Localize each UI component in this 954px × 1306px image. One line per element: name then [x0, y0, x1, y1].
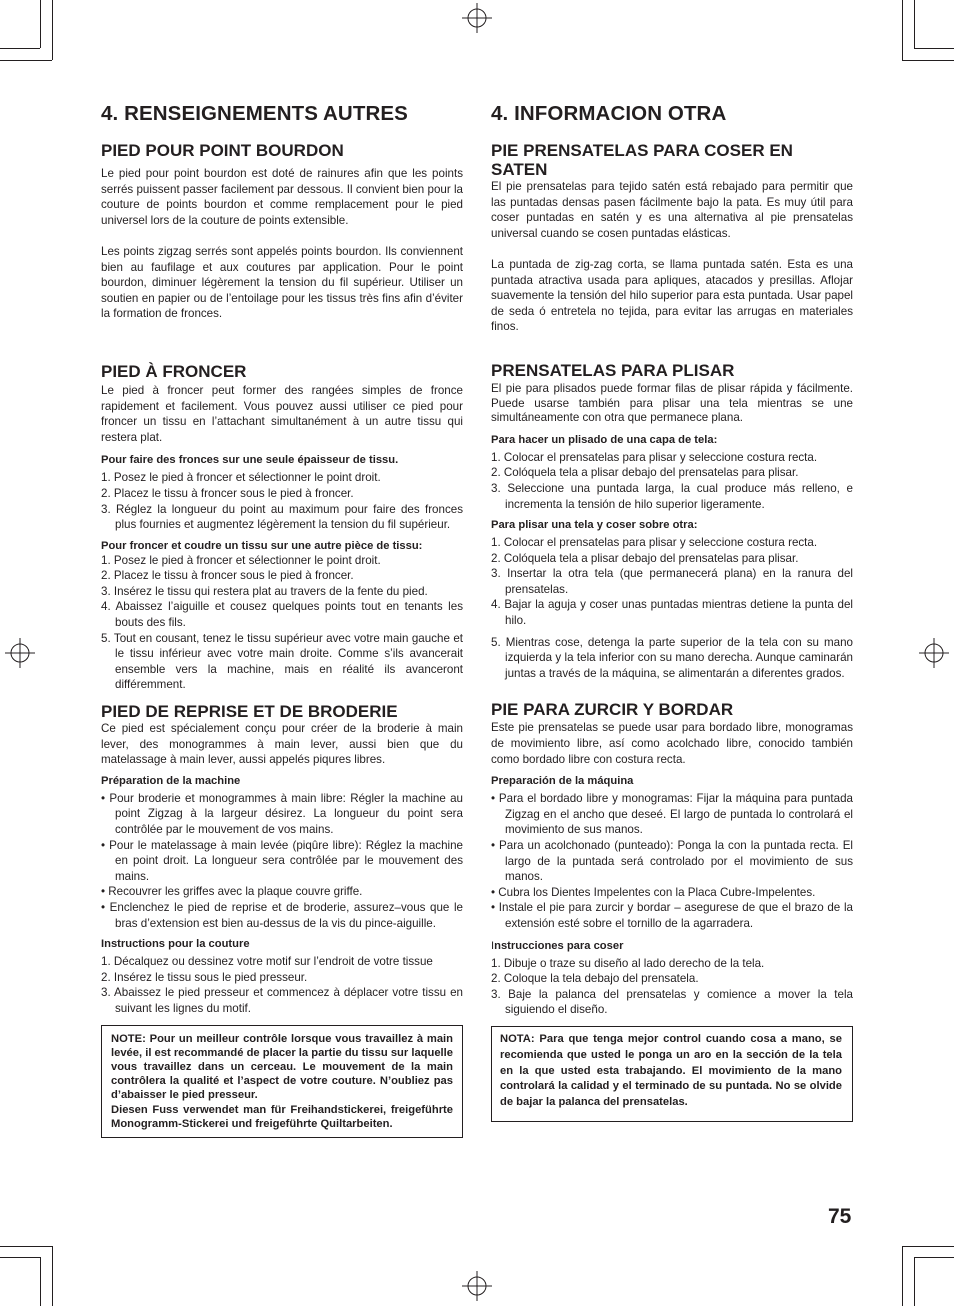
crop-mark: [914, 0, 915, 48]
list-item: 2. Placez le tissu à froncer sous le pied à froncer.: [101, 569, 354, 583]
list-item: • Para el bordado libre y monogramas: Fijar la máquina para puntada Zigzag en el ancho que deseé. El largo de puntada lo controlará el movimiento de sus manos.: [491, 792, 853, 837]
subheading: Préparation de la machine: [101, 774, 241, 787]
crop-mark: [40, 1257, 41, 1306]
subheading: Pour froncer et coudre un tissu sur une autre pièce de tissu:: [101, 539, 423, 552]
crop-mark: [914, 48, 954, 49]
list-item: 2. Colóquela tela a plisar debajo del prensatelas para plisar.: [491, 466, 799, 480]
registration-mark-left: [5, 638, 35, 668]
crop-mark: [0, 1246, 52, 1247]
list-item: 1. Posez le pied à froncer et sélectionner le point droit.: [101, 471, 381, 485]
paragraph: Le pied pour point bourdon est doté de rainures afin que les points serrés puissent passer facilement par dessous. Il convient bien pour la couture de points bourdon et comme remplacement pour le pied universel lors de la couture de points extensible.: [101, 167, 463, 227]
subheading-rest: nstrucciones para coser: [494, 939, 624, 952]
crop-mark: [902, 1246, 954, 1247]
paragraph: Le pied à froncer peut former des rangées simples de fronce rapidement et facilement. Vous pouvez aussi utiliser ce pied pour froncer un tissu en l’attachant simultanément à un autre tissu qui restera plat.: [101, 383, 463, 444]
crop-mark: [0, 60, 52, 61]
subheading: Para hacer un plisado de una capa de tela:: [491, 433, 718, 446]
crop-mark: [0, 1257, 40, 1258]
crop-mark: [914, 1257, 915, 1306]
list-item: • Cubra los Dientes Impelentes con la Placa Cubre-Impelentes.: [491, 885, 816, 899]
section-darning-foot-es: [491, 700, 853, 1121]
crop-mark: [0, 48, 40, 49]
section-title: PRENSATELAS PARA PLISAR: [491, 360, 735, 380]
list-item: • Para un acolchonado (punteado): Ponga la con la puntada recta. El largo de la puntada será controlado por el movimiento de sus manos.: [491, 839, 853, 884]
crop-mark: [40, 0, 41, 48]
crop-mark: [914, 1257, 954, 1258]
list-item: 3. Insertar la otra tela (que permanecerá plana) en la ranura del prensatelas.: [491, 567, 853, 596]
crop-mark: [902, 60, 954, 61]
note-text: NOTA: Para que tenga mejor control cuando cosa a mano, se recomienda que usted le ponga un aro en la sección de la tela en la que usted esta trabajando. El movimiento de la mano controlará la calidad y el terminado de su puntada. No se olvide de bajar la palanca del prensatelas.: [500, 1032, 842, 1109]
section-title: PIED POUR POINT BOURDON: [101, 141, 344, 160]
list-item: 3. Réglez la longueur du point au maximum pour faire des fronces plus fournies et augmentez légèrement la tension du fil supérieur.: [101, 502, 463, 532]
section-satin-foot-fr: [101, 141, 463, 322]
subheading: Instructions pour la couture: [101, 938, 250, 951]
subheading: [491, 939, 853, 954]
paragraph: Ce pied est spécialement conçu pour créer de la broderie à main lever, des monogrammes à main lever, aussi bien que du matelassage à main lever, aussi appelés piqures libres.: [101, 722, 463, 767]
section-title: PIED À FRONCER: [101, 361, 247, 381]
list-item: 1. Posez le pied à froncer et sélectionner le point droit.: [101, 553, 381, 567]
section-gathering-foot-fr: [101, 362, 463, 693]
list-item: • Recouvrer les griffes avec la plaque couvre griffe.: [101, 885, 363, 899]
subheading: Pour faire des fronces sur une seule épaisseur de tissu.: [101, 454, 399, 467]
spanish-column: [491, 102, 853, 1122]
registration-mark-top: [462, 3, 492, 33]
list-item: 1. Décalquez ou dessinez votre motif sur l’endroit de votre tissue: [101, 955, 433, 969]
section-satin-foot-es: [491, 141, 853, 335]
note-text-de: Diesen Fuss verwendet man für Freihandstickerei, freigeführte Monogramm-Stickerei und freigeführte Quiltarbeiten.: [111, 1103, 453, 1130]
registration-mark-right: [919, 638, 949, 668]
paragraph: Les points zigzag serrés sont appelés points bourdon. Ils conviennent bien au faufilage et aux coutures par application. Pour le point bourdon, diminuer légèrement la tension du fil supérieur. Utiliser un soutien en papier ou de l’entoilage pour les tissus très fins afin d’éviter la formation de fronces.: [101, 244, 463, 321]
note-box-fr: [101, 1025, 463, 1138]
paragraph: El pie prensatelas para tejido satén está rebajado para permitir que las puntadas densas pasen fácilmente bajo la pata. Es muy útil para coser puntadas en satén y es una alternativa al pie prensatelas universal cuando se cosen puntadas elásticas.: [491, 180, 853, 240]
crop-mark: [52, 1246, 53, 1306]
crop-mark: [902, 0, 903, 60]
list-item: 1. Colocar el prensatelas para plisar y seleccione costura recta.: [491, 450, 818, 464]
list-item: 4. Abaissez l’aiguille et cousez quelques points tout en tenants les bouts des fils.: [101, 600, 463, 630]
paragraph: El pie para plisados puede formar filas de plisar rápida y fácilmente. Puede usarse también para plisar una tela mientras se une simultáneamente con otra que permanece plana.: [491, 381, 853, 425]
list-item: 3. Abaissez le pied presseur et commencez à déplacer votre tissu en suivant les lignes du motif.: [101, 986, 463, 1015]
page-heading-es: 4. INFORMACION OTRA: [491, 102, 727, 125]
list-item: 3. Baje la palanca del prensatelas y comience a mover la tela siguiendo el diseño.: [491, 987, 853, 1017]
list-item: 2. Coloque la tela debajo del prensatela.: [491, 972, 699, 986]
list-item: • Pour broderie et monogrammes à main libre: Régler la machine au point Zigzag à la largeur désirez. La longueur du point sera contrôlée par le mouvement de vos mains.: [101, 791, 463, 836]
paragraph: Este pie prensatelas se puede usar para bordado libre, monogramas de movimiento libre, así como acolchado libre, conocido también como bordado libre con costura recta.: [491, 721, 853, 766]
subheading: Preparación de la máquina: [491, 775, 634, 788]
list-item: 2. Insérez le tissu sous le pied presseur.: [101, 970, 308, 984]
page-heading-fr: 4. RENSEIGNEMENTS AUTRES: [101, 102, 408, 125]
crop-mark: [52, 0, 53, 60]
list-item: 1. Dibuje o traze su diseño al lado derecho de la tela.: [491, 956, 765, 970]
list-item: • Pour le matelassage à main levée (piqûre libre): Réglez la machine en point droit. La longueur sera contrôlée par le mouvement des mains.: [101, 838, 463, 883]
section-gathering-foot-es: [491, 361, 853, 682]
list-item: 5. Mientras cose, detenga la parte superior de la tela con su mano izquierda y la tela inferior con su mano derecha. Aunque caminarán juntas a través de la máquina, se alimentarán a diferentes grados.: [491, 635, 853, 680]
subheading-initial: I: [491, 939, 495, 952]
subheading: Para plisar una tela y coser sobre otra:: [491, 519, 698, 532]
list-item: 2. Colóquela tela a plisar debajo del prensatelas para plisar.: [491, 551, 799, 565]
note-text: NOTE: Pour un meilleur contrôle lorsque vous travaillez à main levée, il est recommandé de placer la partie du tissu sur laquelle vous travaillez dans un cerceau. Le mouvement de la main contrôlera la qualité et l’aspect de votre couture. N’oubliez pas d’abaisser le pied presseur.: [111, 1032, 453, 1102]
list-item: 3. Insérez le tissu qui restera plat au travers de la fente du pied.: [101, 584, 428, 598]
list-item: • Instale el pie para zurcir y bordar – asegurese de que el brazo de la extensión esté sobre el tornillo de la agarradera.: [491, 901, 853, 930]
paragraph: La puntada de zig-zag corta, se llama puntada satén. Esta es una puntada atractiva usada para apliques, atacados y presillas. Aflojar suavemente la tensión del hilo superior para esta puntada. Usar papel de seda ó entretela no tejida, para evitar las arrugas en materiales finos.: [491, 257, 853, 334]
list-item: • Enclenchez le pied de reprise et de broderie, assurez–vous que le bras d’extension est bien au-dessus de la vis du pince-aiguille.: [101, 900, 463, 930]
list-item: 5. Tout en cousant, tenez le tissu supérieur avec votre main gauche et le tissu inférieur avec votre main droite. Comme s’ils avancerait ensemble vers la machine, mais en réalité ils avanceront différemment.: [101, 631, 463, 692]
section-title: PIE PARA ZURCIR Y BORDAR: [491, 700, 734, 720]
list-item: 1. Colocar el prensatelas para plisar y seleccione costura recta.: [491, 536, 818, 550]
list-item: 2. Placez le tissu à froncer sous le pied à froncer.: [101, 486, 354, 500]
registration-mark-bottom: [462, 1271, 492, 1301]
page-number: 75: [828, 1205, 852, 1228]
section-darning-foot-fr: [101, 702, 463, 1138]
section-title: PIED DE REPRISE ET DE BRODERIE: [101, 702, 398, 722]
note-box-es: [491, 1026, 853, 1122]
crop-mark: [902, 1246, 903, 1306]
list-item: 4. Bajar la aguja y coser unas puntadas mientras detiene la punta del hilo.: [491, 598, 853, 628]
list-item: 3. Seleccione una puntada larga, la cual produce más relleno, e incrementa la tensión de hilo superior ligeramente.: [491, 481, 853, 511]
section-title: PIE PRENSATELAS PARA COSER EN SATEN: [491, 141, 793, 179]
french-column: [101, 102, 463, 1138]
